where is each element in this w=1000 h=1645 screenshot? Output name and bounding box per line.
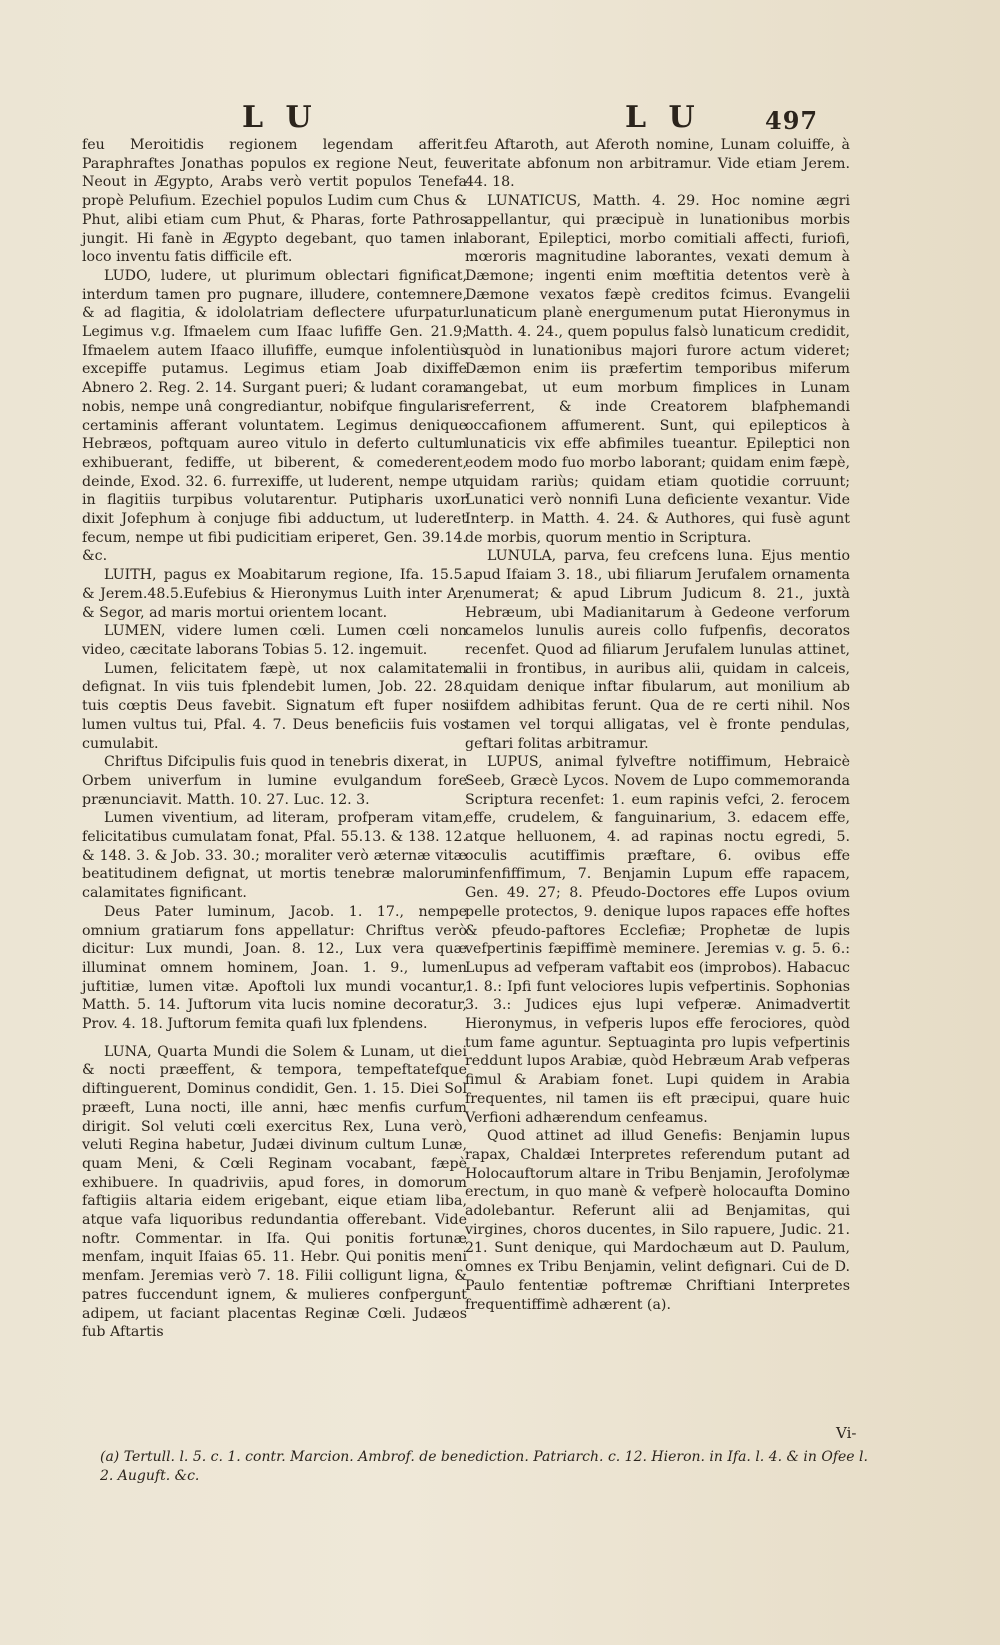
running-header-left: L U <box>242 100 318 135</box>
catchword: Vi- <box>836 1424 857 1442</box>
left-column <box>82 136 467 1342</box>
entry-luna: LUNA, Quarta Mundi die Solem & Lunam, ut diei & nocti præeffent, & tempora, tempeftatefque diftinguerent, Dominus condidit, Gen. 1. 15. Diei Sol præeft, Luna nocti, ille anni, hæc menfis curfum dirigit. Sol veluti cœli exercitus Rex, Luna verò, veluti Regina habetur, Judæi divinum cultum Lunæ, quam Meni, & Cœli Reginam vocabant, fæpè exhibuere. In quadriviis, apud fores, in domorum faftigiis altaria eidem erigebant, eique etiam liba, atque vafa liquoribus redundantia offerebant. Vide noftr. Commentar. in Ifa. Qui ponitis fortunæ menfam, inquit Ifaias 65. 11. Hebr. Qui ponitis meni menfam. Jeremias verò 7. 18. Filii colligunt ligna, & patres fuccendunt ignem, & mulieres confpergunt adipem, ut faciant placentas Reginæ Cœli. Judæos fub Aftartis <box>82 1043 467 1341</box>
entry-lunaticus: LUNATICUS, Matth. 4. 29. Hoc nomine ægri appellantur, qui præcipuè in lunationibus morbis laborant, Epileptici, morbo comitiali affecti, furiofi, mœroris magnitudine laborantes, vexati demum à Dæmone; ingenti enim mœftitia detentos verè à Dæmone vexatos fæpè creditos fcimus. Evangelii lunaticum planè energumenum putat Hieronymus in Matth. 4. 24., quem populus falsò lunaticum credidit, quòd in lunationibus majori furore actum videret; Dæmon enim iis præfertim temporibus miferum angebat, ut eum morbum fimplices in Lunam referrent, & inde Creatorem blafphemandi occafionem affumerent. Sunt, qui epilepticos à lunaticis vix effe abfimiles tueantur. Epileptici non eodem modo fuo morbo laborant; quidam enim fæpè, quidam rariùs; quidam etiam quotidie corruunt; Lunatici verò nonnifi Luna deficiente vexantur. Vide Interp. in Matth. 4. 24. & Authores, qui fusè agunt de morbis, quorum mentio in Scriptura. <box>465 193 850 546</box>
entry-lunula: LUNULA, parva, feu crefcens luna. Ejus mentio apud Ifaiam 3. 18., ubi filiarum Jerufalem ornamenta enumerat; & apud Librum Judicum 8. 21., juxtà Hebræum, ubi Madianitarum à Gedeone verforum camelos lunulis aureis collo fufpenfis, decoratos recenfet. Quod ad filiarum Jerufalem lunulas attinet, alii in frontibus, in auribus alii, quidam in calceis, quidam denique inftar fibularum, aut monilium ab iifdem adhibitas ferunt. Qua de re certi nihil. Nos tamen vel torqui alligatas, vel è fronte pendulas, geftari folitas arbitramur. <box>465 548 850 752</box>
running-header-right: L U <box>625 100 701 135</box>
page-number: 497 <box>765 106 819 135</box>
paragraph-meroitidis: feu Meroitidis regionem legendam afferit. Paraphraftes Jonathas populos ex regione Neut, feu Neout in Ægypto, Arabs verò vertit populos Tenefa propè Pelufium. Ezechiel populos Ludim cum Chus & Phut, alibi etiam cum Phut, & Pharas, forte Pathros jungit. Hi fanè in Ægypto degebant, quo tamen in loco inventu fatis difficile eft. <box>82 137 467 266</box>
entry-ludo: LUDO, ludere, ut plurimum oblectari fignificat, interdum tamen pro pugnare, illudere, contemnere, & ad flagitia, & idololatriam deflectere ufurpatur. Legimus v.g. Ifmaelem cum Ifaac lufiffe Gen. 21.9; Ifmaelem autem Ifaaco illufiffe, eumque infolentiùs excepiffe putamus. Legimus etiam Joab dixiffe Abnero 2. Reg. 2. 14. Surgant pueri; & ludant coram nobis, nempe unâ congrediantur, nobifque fingularis certaminis afferant voluntatem. Legimus denique Hebræos, poftquam aureo vitulo in deferto cultum exhibuerant, fediffe, ut biberent, & comederent, deinde, Exod. 32. 6. furrexiffe, ut luderent, nempe ut in flagitiis turpibus volutarentur. Putipharis uxor dixit Jofephum à conjuge fibi adductum, ut luderet fecum, nempe ut fibi pudicitiam eriperet, Gen. 39.14. &c. <box>82 267 467 565</box>
footnote: (a) Tertull. l. 5. c. 1. contr. Marcion. Ambrof. de benediction. Patriarch. c. 12. Hieron. in Ifa. l. 4. & in Ofee l. 2. Auguft. &c. <box>100 1449 868 1484</box>
entry-lumen: LUMEN, videre lumen cœli. Lumen cœli non video, cæcitate laborans Tobias 5. 12. ingemuit. <box>82 623 467 658</box>
entry-lupus: LUPUS, animal fylveftre notiffimum, Hebraicè Seeb, Græcè Lycos. Novem de Lupo commemoranda Scriptura recenfet: 1. eum rapinis vefci, 2. ferocem effe, crudelem, & fanguinarium, 3. edacem effe, atque helluonem, 4. ad rapinas noctu egredi, 5. oculis acutiffimis præftare, 6. ovibus effe infenfiffimum, 7. Benjamin Lupum effe rapacem, Gen. 49. 27; 8. Pfeudo-Doctores effe Lupos ovium pelle protectos, 9. denique lupos rapaces effe hoftes & pfeudo-paftores Ecclefiæ; Prophetæ de lupis vefpertinis fæpiffimè meminere. Jeremias v. g. 5. 6.: Lupus ad vefperam vaftabit eos (improbos). Habacuc 1. 8.: Ipfi funt velociores lupis vefpertinis. Sophonias 3. 3.: Judices ejus lupi vefperæ. Animadvertit Hieronymus, in vefperis lupos effe ferociores, quòd tum fame aguntur. Septuaginta pro lupis vefpertinis reddunt lupos Arabiæ, quòd Hebræum Arab vefperas fimul & Arabiam fonet. Lupi quidem in Arabia frequentes, nil tamen iis eft præcipui, quare huic Verfioni adhærendum cenfeamus. <box>465 754 850 1126</box>
paragraph-lumen-viventium: Lumen viventium, ad literam, profperam vitam, felicitatibus cumulatam fonat, Pfal. 55.13. & 138. 12. & 148. 3. & Job. 33. 30.; moraliter verò æternæ vitæ beatitudinem defignat, ut mortis tenebræ malorum calamitates fignificant. <box>82 810 467 902</box>
paragraph-astaroth: feu Aftaroth, aut Aferoth nomine, Lunam coluiffe, à veritate abfonum non arbitramur. Vide etiam Jerem. 44. 18. <box>465 137 850 191</box>
paragraph-lumen-felicitatem: Lumen, felicitatem fæpè, ut nox calamitatem defignat. In viis tuis fplendebit lumen, Job. 22. 28. tuis cœptis Deus favebit. Signatum eft fuper nos lumen vultus tui, Pfal. 4. 7. Deus beneficiis fuis vos cumulabit. <box>82 660 467 752</box>
right-column <box>465 136 850 1314</box>
paragraph-christus: Chriftus Difcipulis fuis quod in tenebris dixerat, in Orbem univerfum in lumine evulgandum fore prænunciavit. Matth. 10. 27. Luc. 12. 3. <box>82 754 467 808</box>
paragraph-pater-luminum: Deus Pater luminum, Jacob. 1. 17., nempe omnium gratiarum fons appellatur: Chriftus verò dicitur: Lux mundi, Joan. 8. 12., Lux vera quæ illuminat omnem hominem, Joan. 1. 9., lumen juftitiæ, lumen vitæ. Apoftoli lux mundi vocantur, Matth. 5. 14. Juftorum vita lucis nomine decoratur, Prov. 4. 18. Juftorum femita quafi lux fplendens. <box>82 903 467 1033</box>
entry-luith: LUITH, pagus ex Moabitarum regione, Ifa. 15.5. & Jerem.48.5.Eufebius & Hieronymus Luith inter Ar, & Segor, ad maris mortui orientem locant. <box>82 567 467 621</box>
paragraph-benjamin-lupus: Quod attinet ad illud Genefis: Benjamin lupus rapax, Chaldæi Interpretes referendum putant ad Holocauftorum altare in Tribu Benjamin, Jerofolymæ erectum, in quo manè & vefperè holocaufta Domino adolebantur. Referunt alii ad Benjamitas, qui virgines, choros ducentes, in Silo rapuere, Judic. 21. 21. Sunt denique, qui Mardochæum aut D. Paulum, omnes ex Tribu Benjamin, velint defignari. Cui de D. Paulo fententiæ poftremæ Chriftiani Interpretes frequentiffimè adhærent (a). <box>465 1128 850 1313</box>
